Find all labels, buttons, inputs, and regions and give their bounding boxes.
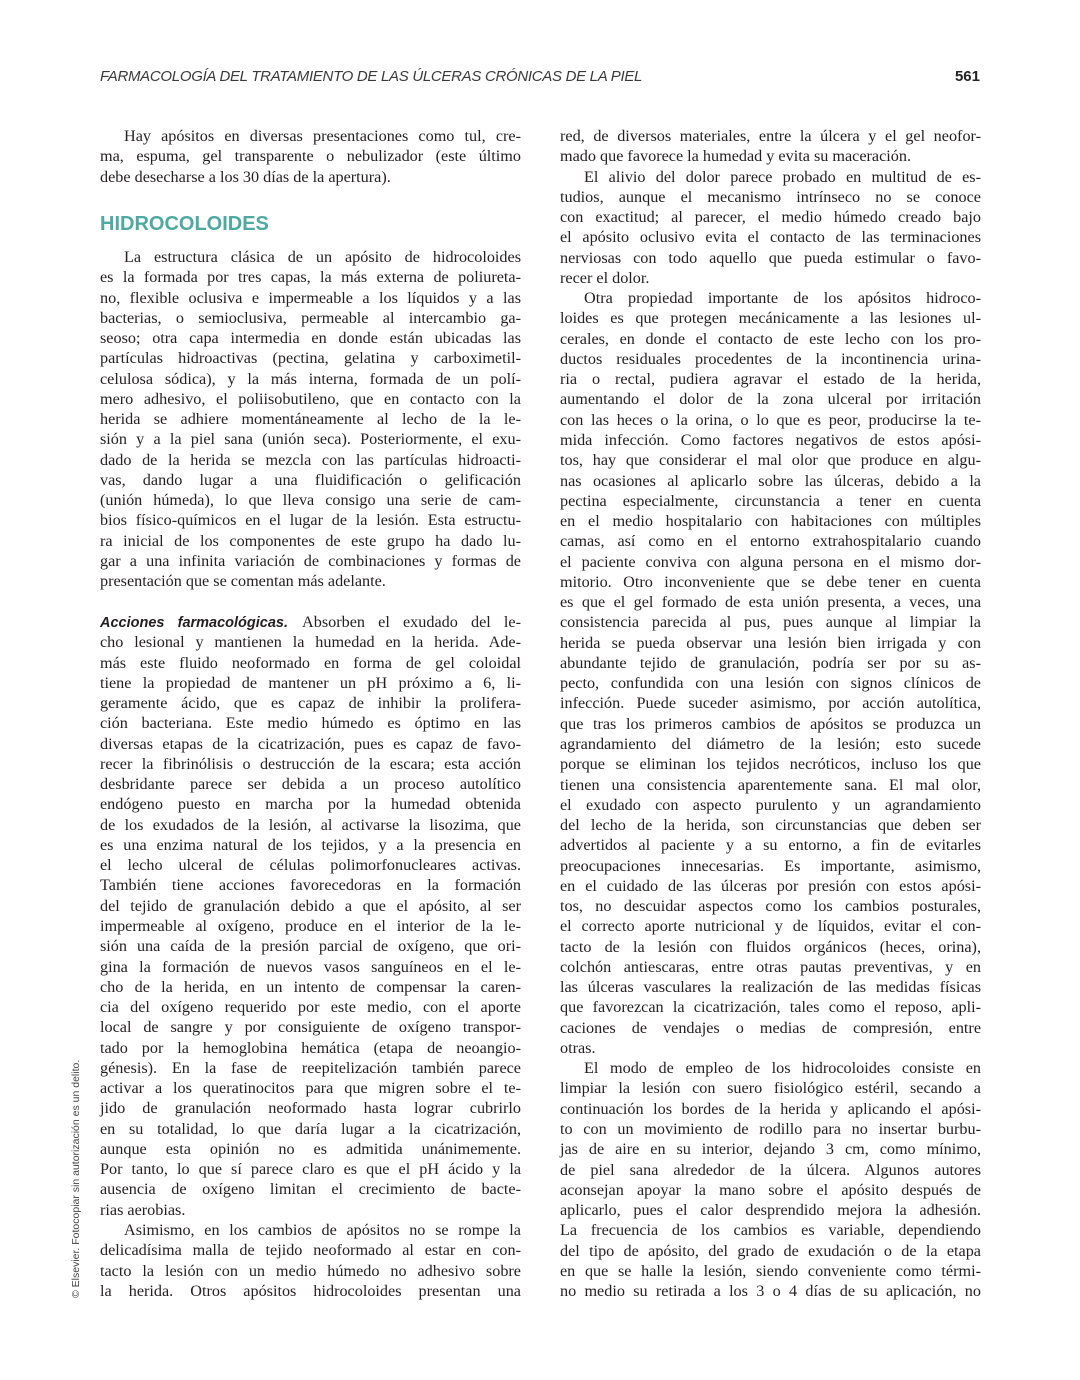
paragraph-lead-in: Acciones farmacológicas.	[100, 615, 289, 631]
text-line: red, de diversos materiales, entre la úlcera y el gel neofor-	[560, 127, 981, 145]
text-line: porque se eliminan los tejidos necróticos, incluso los que	[560, 755, 981, 774]
text-line: cerales, en donde el contacto de este lecho con los pro-	[560, 329, 981, 348]
text-line	[100, 612, 521, 632]
text-line: colchón antiescaras, entre otras pautas preventivas, y en	[560, 957, 981, 976]
text-line: es una enzima natural de los tejidos, y a la presencia en	[100, 835, 521, 854]
left-paragraph-actions	[100, 612, 521, 1301]
text-line: el correcto aporte nutricional y de líquidos, evitar el con-	[560, 917, 981, 936]
text-line: gina la formación de nuevos vasos sanguíneos en el le-	[100, 957, 521, 976]
text-line: tiene la propiedad de mantener un pH próximo a 6, li-	[100, 673, 521, 692]
text-line: no, flexible oclusiva e impermeable a los líquidos y a las	[100, 288, 521, 307]
text-line: mado que favorece la humedad y evita su maceración.	[560, 147, 912, 166]
text-line: del tipo de apósito, del grado de exudación o de la etapa	[560, 1241, 981, 1260]
text-line: celulosa sódica), y la más interna, formada de un polí-	[100, 369, 521, 388]
text-line: sión y a la piel sana (unión seca). Posteriormente, el exu-	[100, 430, 521, 449]
text-line: diversas etapas de la cicatrización, pues es capaz de favo-	[100, 734, 521, 753]
text-line: local de sangre y por consiguiente de oxígeno transpor-	[100, 1018, 521, 1037]
paragraph	[560, 1058, 981, 1301]
text-line: otras.	[560, 1038, 596, 1057]
text-line: El alivio del dolor parece probado en multitud de es-	[584, 167, 981, 186]
text-line: bacterias, o semioclusiva, permeable al intercambio ga-	[100, 308, 521, 327]
text-line: seoso; otra capa intermedia en donde están ubicadas las	[100, 329, 521, 348]
copyright-notice: © Elsevier. Fotocopiar sin autorización es un delito.	[70, 1059, 82, 1298]
text-line: abundante tejido de granulación, podría ser por su as-	[560, 653, 981, 672]
text-line: to con un movimiento de rodillo para no insertar burbu-	[560, 1120, 981, 1139]
text-line: infección. Puede suceder asimismo, por acción autolítica,	[560, 694, 981, 713]
text-line: cho lesional y mantienen la humedad en la herida. Ade-	[100, 633, 521, 652]
text-line: tienen una consistencia aparentemente sana. El mal olor,	[560, 775, 981, 794]
text-line: partículas hidroactivas (pectina, gelatina y carboximetil-	[100, 349, 521, 368]
text-line: impermeable al oxígeno, produce en el interior de la le-	[100, 916, 521, 935]
text-line: en que se halle la lesión, siendo conveniente como térmi-	[560, 1261, 981, 1280]
text-line: herida se adhiere momentáneamente al lecho de la le-	[100, 410, 521, 429]
right-column-text	[560, 126, 981, 1301]
text-line: sión una caída de la presión parcial de oxígeno, que ori-	[100, 937, 521, 956]
text-line: rias aerobias.	[100, 1200, 186, 1219]
paragraph	[100, 1220, 521, 1301]
text-line: aplicarlo, pues el calor desprendido mejora la adhesión.	[560, 1201, 981, 1220]
text-line: Por tanto, lo que sí parece claro es que el pH ácido y la	[100, 1160, 521, 1179]
text-line: bios físico-químicos en el lugar de la lesión. Esta estructu-	[100, 511, 521, 530]
text-line: tudios, aunque el mecanismo intrínseco no se conoce	[560, 187, 981, 206]
text-line: cia del oxígeno requerido por este medio, con el aporte	[100, 998, 521, 1017]
text-line: el paciente conviva con alguna persona en el mismo dor-	[560, 552, 981, 571]
page-number: 561	[954, 68, 980, 85]
text-line: endógeno puesto en marcha por la humedad obtenida	[100, 795, 521, 814]
text-line: Asimismo, en los cambios de apósitos no se rompe la	[124, 1220, 521, 1239]
text-line: de piel sana alrededor de la úlcera. Algunos autores	[560, 1160, 981, 1179]
text-line: ausencia de oxígeno limitan el crecimiento de bacte-	[100, 1180, 521, 1199]
paragraph	[100, 126, 521, 187]
text-line: aumentando el dolor de la zona ulceral por irritación	[560, 390, 981, 409]
text-line: que favorezcan la cicatrización, tales como el reposo, apli-	[560, 998, 981, 1017]
text-line: tacto de la lesión con fluidos orgánicos (heces, orina),	[560, 937, 981, 956]
text-line: ción bacteriana. Este medio húmedo es óptimo en las	[100, 714, 521, 733]
text-line: También tiene acciones favorecedoras en la formación	[100, 876, 521, 895]
text-line: camas, así como en el entorno extrahospitalario cuando	[560, 532, 981, 551]
text-line: tos, hay que considerar el mal olor que produce en algu-	[560, 451, 981, 470]
text-line: presentación que se comentan más adelante.	[100, 572, 386, 591]
text-line: ria o rectal, pudiera agravar el estado de la herida,	[560, 370, 981, 389]
text-line: mero adhesivo, el poliisobutileno, que en contacto con la	[100, 389, 521, 408]
text-line-rest: Absorben el exudado del le-	[302, 613, 521, 631]
text-line: vas, dando lugar a una fluidificación o gelificación	[100, 470, 521, 489]
left-paragraph-structure	[100, 247, 521, 592]
text-line: en su totalidad, lo que daría lugar a la cicatrización,	[100, 1119, 521, 1138]
text-line: pectina especialmente, circunstancia a tener en cuenta	[560, 491, 981, 510]
text-line: más este fluido neoformado en forma de gel coloidal	[100, 653, 521, 672]
running-title: FARMACOLOGÍA DEL TRATAMIENTO DE LAS ÚLCERAS CRÓNICAS DE LA PIEL	[100, 68, 643, 85]
text-line: (unión húmeda), lo que lleva consigo una serie de cam-	[100, 491, 521, 510]
text-line: no medio su retirada a los 3 o 4 días de su aplicación, no	[560, 1282, 981, 1301]
text-line: aunque esta opinión no es admitida unánimemente.	[100, 1139, 521, 1158]
text-line: advertidos al paciente y a su entorno, a fin de evitarles	[560, 836, 981, 855]
text-line: preocupaciones innecesarias. Es importante, asimismo,	[560, 856, 981, 875]
text-line: mida infección. Como factores negativos de estos apósi-	[560, 430, 981, 449]
text-line: que tras los primeros cambios de apósitos se produzca un	[560, 714, 981, 733]
section-heading: HIDROCOLOIDES	[100, 213, 269, 235]
paragraph	[560, 167, 981, 289]
text-line: dado de la herida se mezcla con las partículas hidroacti-	[100, 450, 521, 469]
text-line: activar a los queratinocitos para que migren sobre el te-	[100, 1079, 521, 1098]
text-line: mitorio. Otro inconveniente que se debe tener en cuenta	[560, 572, 981, 591]
text-line: pecto, confundida con una lesión con signos clínicos de	[560, 674, 981, 693]
text-line: tado por la hemoglobina hemática (etapa de neoangio-	[100, 1038, 521, 1057]
text-line: nerviosas con todo aquello que pueda estimular o favo-	[560, 248, 981, 267]
text-line: el lecho ulceral de células polimorfonucleares activas.	[100, 856, 521, 875]
text-line: del lecho de la herida, son circunstancias que deben ser	[560, 816, 981, 835]
text-line: jas de aire en su interior, dejando 3 cm, como mínimo,	[560, 1140, 981, 1159]
left-paragraph-intro	[100, 126, 521, 187]
text-line: con exactitud; al parecer, el medio húmedo creado bajo	[560, 208, 981, 227]
text-line: limpiar la lesión con suero fisiológico estéril, secando a	[560, 1079, 981, 1098]
text-line: ra inicial de los componentes de este grupo ha dado lu-	[100, 531, 521, 550]
text-line: el apósito oclusivo evita el contacto de las terminaciones	[560, 228, 981, 247]
text-line: es que el gel formado de esta unión presenta, a veces, una	[560, 593, 981, 612]
text-line: la herida. Otros apósitos hidrocoloides presentan una	[100, 1281, 521, 1300]
text-line: gar a una infinita variación de combinaciones y formas de	[100, 551, 521, 570]
text-line: de los exudados de la lesión, al activarse la lisozima, que	[100, 815, 521, 834]
text-line: consistencia parecida al pus, pues aunque al limpiar la	[560, 613, 981, 632]
text-line: agrandamiento del diámetro de la lesión; esto sucede	[560, 734, 981, 753]
paragraph	[100, 247, 521, 592]
text-line: delicadísima malla de tejido neoformado al estar en con-	[100, 1241, 521, 1260]
text-line: en el cuidado de las úlceras por presión con estos apósi-	[560, 876, 981, 895]
text-line: génesis). En la fase de reepitelización también parece	[100, 1058, 521, 1077]
text-line: caciones de vendajes o medias de compresión, entre	[560, 1018, 981, 1037]
text-line: Otra propiedad importante de los apósitos hidroco-	[584, 289, 981, 308]
text-line: del tejido de granulación debido a que el apósito, al ser	[100, 896, 521, 915]
text-line: el exudado con aspecto purulento y un agrandamiento	[560, 795, 981, 814]
text-line: loides es que protegen mecánicamente a las lesiones ul-	[560, 309, 981, 328]
text-line: debe desecharse a los 30 días de la apertura).	[100, 167, 391, 186]
text-line: cho de la herida, en un intento de compensar la caren-	[100, 977, 521, 996]
text-line: La estructura clásica de un apósito de hidrocoloides	[124, 248, 521, 266]
text-line: continuación los bordes de la herida y aplicando el apósi-	[560, 1099, 981, 1118]
text-line: Hay apósitos en diversas presentaciones como tul, cre-	[124, 127, 521, 145]
text-line: recer el dolor.	[560, 268, 650, 287]
text-line: desbridante parece ser debida a un proceso autolítico	[100, 775, 521, 794]
text-line: recer la fibrinólisis o destrucción de la escara; esta acción	[100, 754, 521, 773]
text-line: geramente ácido, que es capaz de inhibir la prolifera-	[100, 694, 521, 713]
text-line: El modo de empleo de los hidrocoloides consiste en	[584, 1059, 981, 1078]
running-head	[100, 68, 980, 90]
text-line: nas ocasiones al aplicarlo sobre las úlceras, debido a la	[560, 471, 981, 490]
text-line: en el medio hospitalario con habitaciones con múltiples	[560, 512, 981, 531]
text-line: ma, espuma, gel transparente o nebulizador (este último	[100, 147, 521, 166]
text-line: herida se pueda observar una lesión bien irrigada y con	[560, 633, 981, 652]
paragraph	[100, 612, 521, 1220]
text-line: tos, no descuidar aspectos como los cambios posturales,	[560, 897, 981, 916]
text-line: es la formada por tres capas, la más externa de poliureta-	[100, 268, 521, 287]
text-line: con las heces o la orina, o lo que es peor, producirse la te-	[560, 410, 981, 429]
text-line: ductos residuales procedentes de la incontinencia urina-	[560, 349, 981, 368]
text-line: tacto la lesión con un medio húmedo no adhesivo sobre	[100, 1261, 521, 1280]
text-line: jido de granulación neoformado hasta lograr cubrirlo	[100, 1099, 521, 1118]
paragraph	[560, 126, 981, 167]
text-line: aconsejan apoyar la mano sobre el apósito después de	[560, 1180, 981, 1199]
paragraph	[560, 288, 981, 1058]
text-line: La frecuencia de los cambios es variable, dependiendo	[560, 1221, 981, 1240]
text-line: las úlceras vasculares la realización de las medidas físicas	[560, 978, 981, 997]
